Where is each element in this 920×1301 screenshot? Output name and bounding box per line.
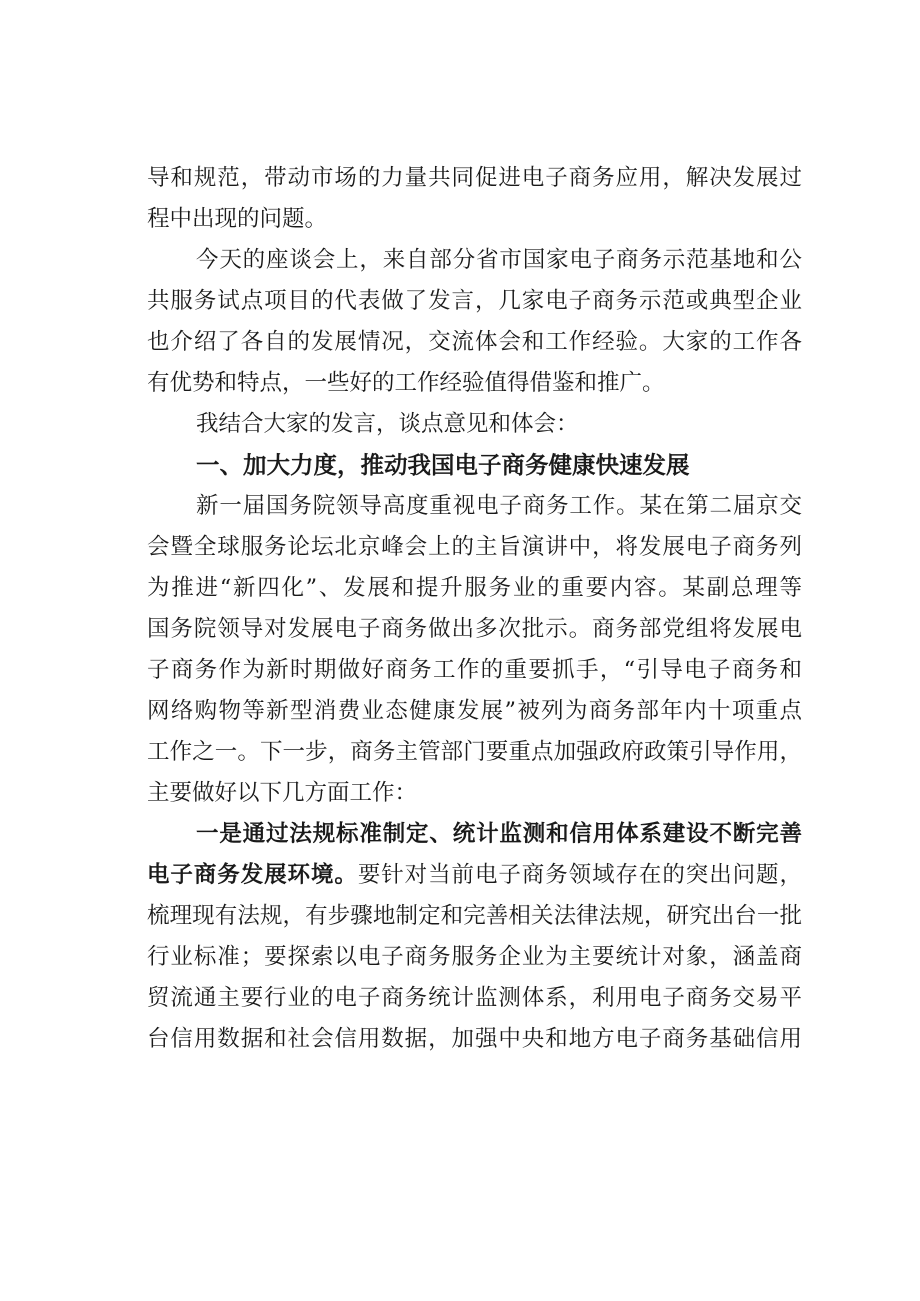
section-heading: 一、加大力度，推动我国电子商务健康快速发展 — [196, 451, 690, 479]
text-line: 导和规范，带动市场的力量共同促进电子商务应用，解决发展过 — [147, 165, 802, 191]
bold-lead-text: 电子商务发展环境。 — [147, 862, 358, 888]
text-line — [147, 855, 802, 896]
text-line: 会暨全球服务论坛北京峰会上的主旨演讲中，将发展电子商务列 — [147, 534, 802, 560]
text-line: 子商务作为新时期做好商务工作的重要抓手，“引导电子商务和 — [147, 657, 802, 683]
text-line: 我结合大家的发言，谈点意见和体会： — [196, 411, 579, 437]
text-line: 主要做好以下几方面工作： — [147, 780, 418, 806]
paragraph — [147, 404, 802, 445]
paragraph — [147, 158, 802, 240]
text-span: 要针对当前电子商务领域存在的突出问题， — [357, 862, 802, 888]
document-page — [147, 158, 802, 1060]
text-line: 也介绍了各自的发展情况，交流体会和工作经验。大家的工作各 — [147, 329, 802, 355]
text-line: 有优势和特点，一些好的工作经验值得借鉴和推广。 — [147, 370, 665, 396]
paragraph — [147, 486, 802, 814]
text-line: 台信用数据和社会信用数据，加强中央和地方电子商务基础信用 — [147, 1026, 802, 1052]
text-line: 梳理现有法规，有步骤地制定和完善相关法律法规，研究出台一批 — [147, 903, 802, 929]
text-line: 今天的座谈会上，来自部分省市国家电子商务示范基地和公 — [196, 247, 802, 273]
text-line: 为推进“新四化”、发展和提升服务业的重要内容。某副总理等 — [147, 575, 802, 601]
paragraph — [147, 814, 802, 1060]
text-line: 贸流通主要行业的电子商务统计监测体系，利用电子商务交易平 — [147, 985, 802, 1011]
paragraph — [147, 240, 802, 404]
text-line: 工作之一。下一步，商务主管部门要重点加强政府政策引导作用， — [147, 739, 802, 765]
text-line: 程中出现的问题。 — [147, 206, 328, 232]
text-line: 新一届国务院领导高度重视电子商务工作。某在第二届京交 — [196, 493, 802, 519]
text-line: 国务院领导对发展电子商务做出多次批示。商务部党组将发展电 — [147, 616, 802, 642]
bold-lead-line: 一是通过法规标准制定、统计监测和信用体系建设不断完善 — [196, 821, 802, 847]
text-line: 共服务试点项目的代表做了发言，几家电子商务示范或典型企业 — [147, 288, 802, 314]
text-line: 网络购物等新型消费业态健康发展”被列为商务部年内十项重点 — [147, 698, 802, 724]
text-line: 行业标准；要探索以电子商务服务企业为主要统计对象，涵盖商 — [147, 944, 802, 970]
